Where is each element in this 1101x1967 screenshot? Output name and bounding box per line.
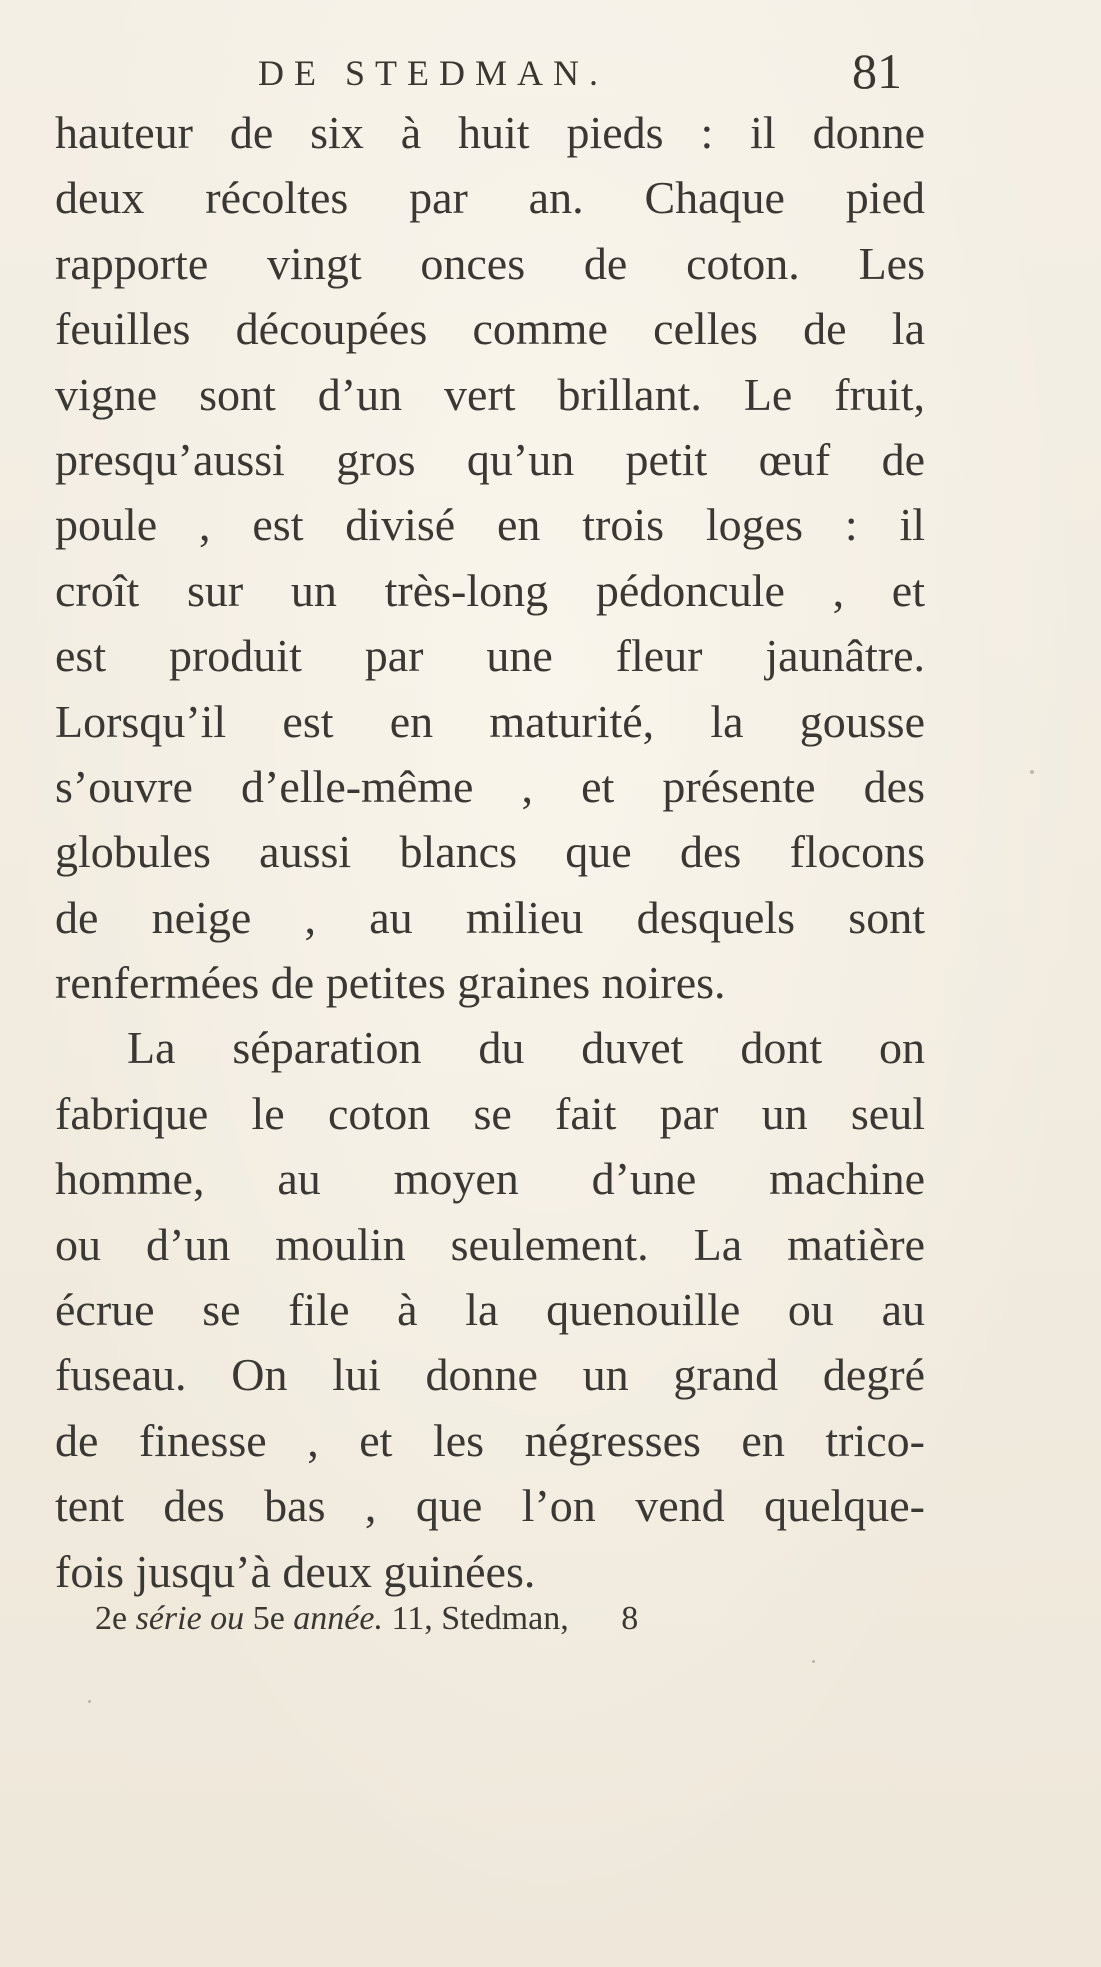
text-line: homme, au moyen d’une machine [55,1153,925,1205]
text-line: de finesse , et les négresses en trico- [55,1414,925,1466]
text-line: renfermées de petites graines noires. [55,957,726,1009]
text-line: s’ouvre d’elle-même , et présente des [55,760,925,812]
text-line: rapporte vingt onces de coton. Les [55,237,925,289]
body-text [55,100,925,1604]
signature-series-text: série ou [135,1600,245,1637]
paper-speck [1030,770,1034,774]
text-line: ou d’un moulin seulement. La matière [55,1218,925,1270]
running-title: DE STEDMAN. [258,53,608,93]
text-line: deux récoltes par an. Chaque pied [55,172,925,224]
paragraph-start-line: La séparation du duvet dont on [127,1022,925,1074]
text-line: fabrique le coton se fait par un seul [55,1087,925,1139]
text-line: vigne sont d’un vert brillant. Le fruit, [55,368,925,420]
text-line: fois jusqu’à deux guinées. [55,1545,536,1597]
page-number: 81 [852,43,902,99]
page-header [0,42,1101,102]
text-line: écrue se file à la quenouille ou au [55,1284,925,1336]
text-line: globules aussi blancs que des flocons [55,826,925,878]
text-line: croît sur un très-long pédoncule , et [55,564,925,616]
signature-series: 2e [95,1600,128,1637]
text-line: presqu’aussi gros qu’un petit œuf de [55,433,925,485]
signature-year: 5e [252,1600,285,1637]
paper-speck [812,1660,815,1663]
paper-speck [88,1700,91,1703]
text-line: de neige , au milieu desquels sont [55,891,925,943]
text-line: feuilles découpées comme celles de la [55,303,925,355]
text-line: fuseau. On lui donne un grand degré [55,1349,925,1401]
text-line: poule , est divisé en trois loges : il [55,499,925,551]
text-line: est produit par une fleur jaunâtre. [55,630,925,682]
text-line: tent des bas , que l’on vend quelque- [55,1480,925,1532]
signature-mark: 8 [621,1600,639,1637]
text-line: hauteur de six à huit pieds : il donne [55,107,925,158]
signature-volume: 11, Stedman, [391,1600,569,1637]
text-line: Lorsqu’il est en maturité, la gousse [55,695,925,747]
signature-year-text: année. [293,1600,383,1637]
printer-signature [95,1600,638,1638]
